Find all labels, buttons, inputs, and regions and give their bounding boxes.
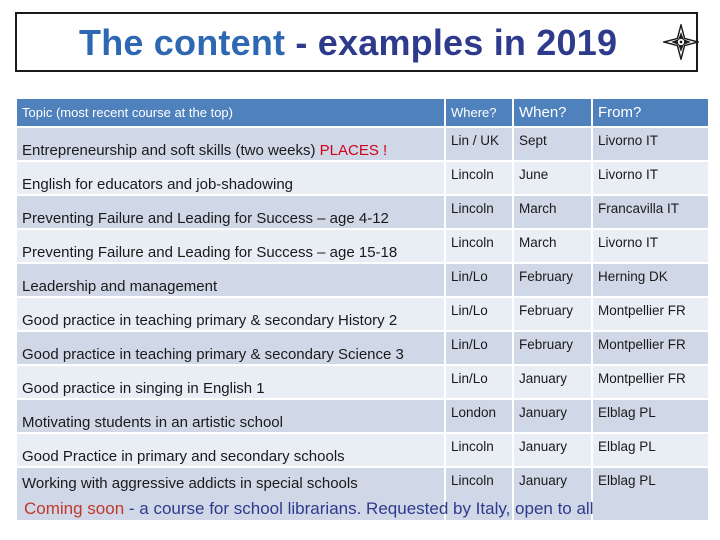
- cell-topic: [17, 162, 446, 196]
- cell-where: Lincoln: [446, 230, 514, 264]
- table-row: [17, 128, 708, 162]
- page-title: [79, 22, 617, 64]
- cell-topic: [17, 366, 446, 400]
- cell-from: Livorno IT: [593, 162, 708, 196]
- cell-topic: [17, 128, 446, 162]
- topic-text: Working with aggressive addicts in special schools: [22, 475, 358, 492]
- topic-text: Motivating students in an artistic school: [22, 414, 283, 431]
- cell-where: Lincoln: [446, 162, 514, 196]
- footer-text: - a course for school librarians. Requested by Italy, open to all: [124, 499, 594, 518]
- cell-from: Elblag PL: [593, 434, 708, 468]
- title-part-1: The content: [79, 22, 286, 63]
- cell-when: June: [514, 162, 593, 196]
- topic-text: Good practice in teaching primary & secondary History 2: [22, 312, 398, 329]
- cell-topic: [17, 196, 446, 230]
- cell-where: London: [446, 400, 514, 434]
- cell-from: Montpellier FR: [593, 298, 708, 332]
- cell-from: Elblag PL: [593, 400, 708, 434]
- cell-when: February: [514, 298, 593, 332]
- cell-where: Lincoln: [446, 196, 514, 230]
- topic-text: Entrepreneurship and soft skills (two weeks): [22, 142, 320, 159]
- cell-when: January: [514, 366, 593, 400]
- footer-note: [24, 499, 594, 519]
- cell-from: Herning DK: [593, 264, 708, 298]
- table-row: [17, 400, 708, 434]
- table-header-row: [17, 99, 708, 128]
- cell-where: Lin / UK: [446, 128, 514, 162]
- cell-from: Livorno IT: [593, 128, 708, 162]
- topic-text: Good practice in teaching primary & secondary Science 3: [22, 346, 404, 363]
- cell-when: Sept: [514, 128, 593, 162]
- cell-topic: [17, 264, 446, 298]
- cell-when: January: [514, 468, 593, 520]
- topic-text: Preventing Failure and Leading for Success – age 15-18: [22, 244, 398, 261]
- coming-soon-label: Coming soon: [24, 499, 125, 518]
- title-part-2: - examples in 2019: [285, 22, 618, 63]
- cell-where: Lin/Lo: [446, 298, 514, 332]
- topic-text: Good practice in singing in English 1: [22, 380, 265, 397]
- table-row: [17, 332, 708, 366]
- cell-topic: [17, 400, 446, 434]
- topic-text: Leadership and management: [22, 278, 218, 295]
- compass-rose-icon: [663, 24, 699, 60]
- cell-when: February: [514, 264, 593, 298]
- table-row: [17, 162, 708, 196]
- cell-from: Livorno IT: [593, 230, 708, 264]
- table-row: [17, 366, 708, 400]
- cell-topic: [17, 298, 446, 332]
- cell-where: Lincoln: [446, 434, 514, 468]
- cell-topic: [17, 332, 446, 366]
- header-where: Where?: [446, 99, 514, 128]
- table-row: [17, 264, 708, 298]
- table-row: [17, 434, 708, 468]
- header-when: When?: [514, 99, 593, 128]
- cell-where: Lincoln: [446, 468, 514, 520]
- cell-where: Lin/Lo: [446, 366, 514, 400]
- title-box: [15, 12, 698, 72]
- cell-when: March: [514, 230, 593, 264]
- header-from: From?: [593, 99, 708, 128]
- courses-table: [17, 99, 708, 520]
- topic-text: Good Practice in primary and secondary schools: [22, 448, 345, 465]
- cell-from: Francavilla IT: [593, 196, 708, 230]
- places-alert: PLACES !: [319, 142, 388, 159]
- table-row: [17, 196, 708, 230]
- cell-from: Elblag PL: [593, 468, 708, 520]
- topic-text: Preventing Failure and Leading for Success – age 4-12: [22, 210, 389, 227]
- cell-where: Lin/Lo: [446, 264, 514, 298]
- cell-from: Montpellier FR: [593, 332, 708, 366]
- cell-topic: [17, 230, 446, 264]
- table-row: [17, 298, 708, 332]
- table-row: [17, 230, 708, 264]
- cell-when: January: [514, 400, 593, 434]
- topic-text: English for educators and job-shadowing: [22, 176, 294, 193]
- cell-topic: [17, 434, 446, 468]
- cell-when: January: [514, 434, 593, 468]
- cell-from: Montpellier FR: [593, 366, 708, 400]
- cell-where: Lin/Lo: [446, 332, 514, 366]
- header-topic: Topic (most recent course at the top): [17, 99, 446, 128]
- cell-when: March: [514, 196, 593, 230]
- cell-when: February: [514, 332, 593, 366]
